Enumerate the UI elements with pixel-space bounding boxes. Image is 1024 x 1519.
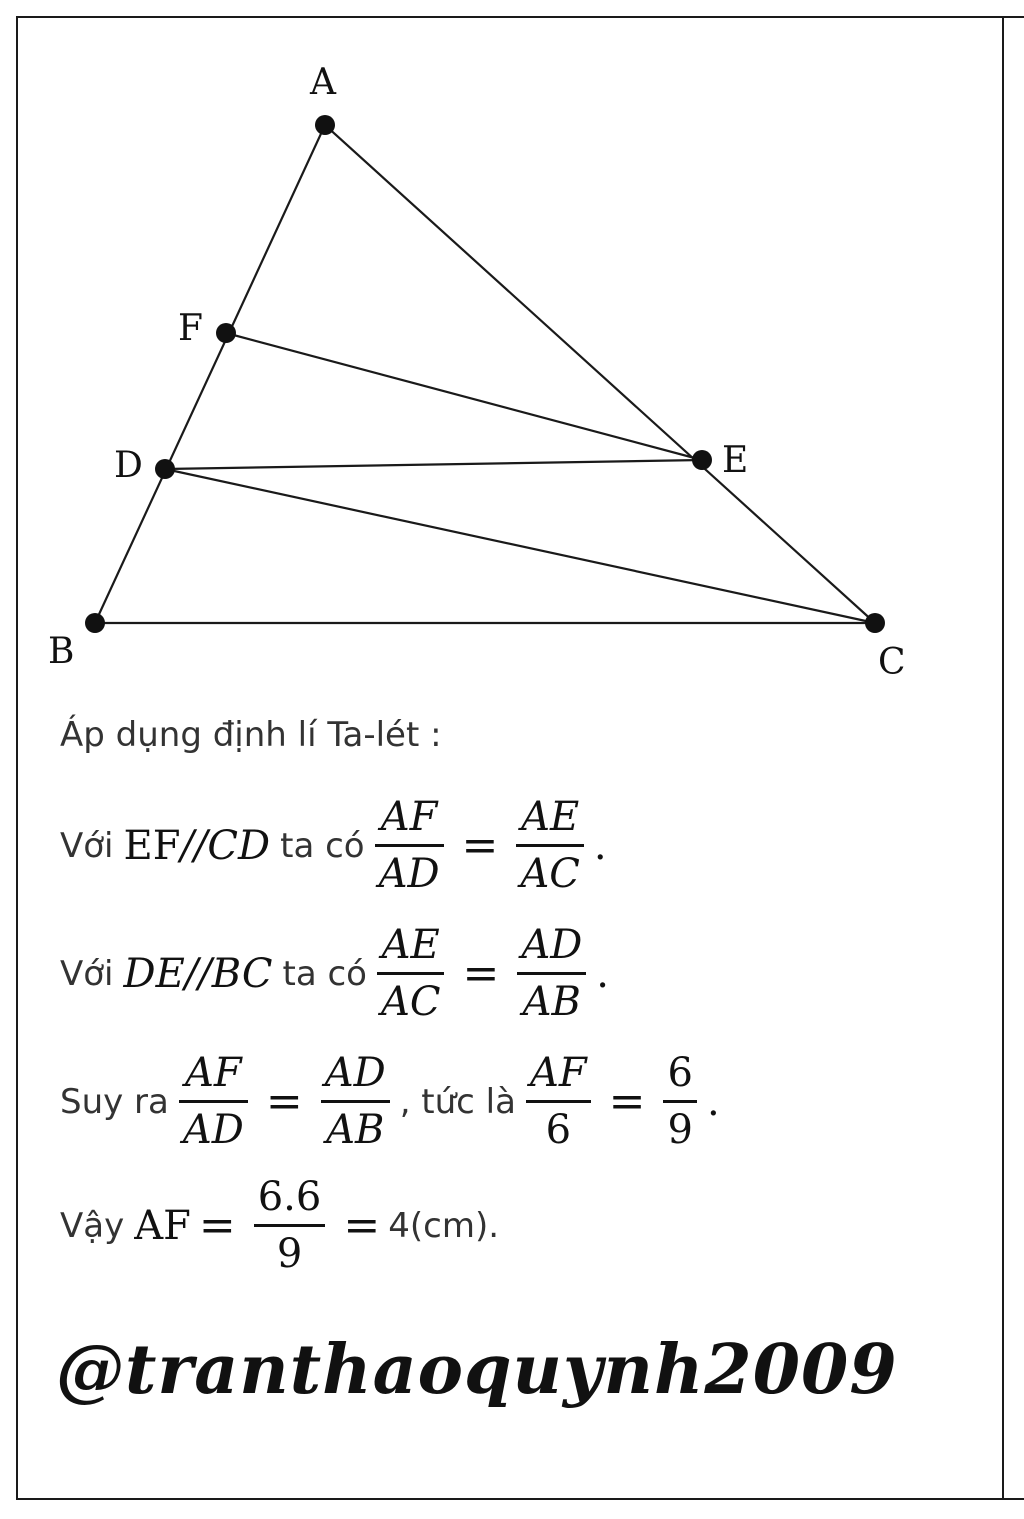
line2-prefix: Với	[60, 953, 114, 994]
line3-equals-2: =	[608, 1076, 646, 1127]
line3-fraction-2	[321, 1046, 390, 1157]
line1-end: .	[593, 822, 607, 869]
line1-fraction-2	[516, 790, 584, 901]
fraction-denominator: AB	[326, 1107, 385, 1153]
fraction-denominator: AD	[378, 851, 440, 897]
point-C	[865, 613, 885, 633]
point-E	[692, 450, 712, 470]
line2-relation: DE//BC	[123, 950, 273, 997]
line4-fraction	[254, 1170, 326, 1281]
point-B	[85, 613, 105, 633]
line3-prefix: Suy ra	[60, 1081, 169, 1122]
line4-lhs: AF	[134, 1202, 191, 1249]
line1-prefix: Với	[60, 825, 114, 866]
fraction-denominator: AC	[520, 851, 580, 897]
line1-mid: ta có	[280, 825, 365, 866]
author-signature: @tranthaoquynh2009	[56, 1330, 898, 1410]
label-D: D	[114, 445, 143, 486]
fraction-denominator: 9	[667, 1107, 693, 1153]
segment-AC	[325, 125, 875, 623]
label-C: C	[878, 642, 906, 683]
solution-line-2	[60, 918, 609, 1029]
solution-line-3	[60, 1046, 720, 1157]
label-F: F	[178, 308, 203, 349]
fraction-numerator: AF	[185, 1050, 242, 1096]
fraction-denominator: AD	[182, 1107, 244, 1153]
line3-end: .	[706, 1078, 720, 1125]
line2-mid: ta có	[282, 953, 367, 994]
point-A	[315, 115, 335, 135]
line4-equals: =	[198, 1200, 236, 1251]
segment-AB	[95, 125, 325, 623]
line2-fraction-2	[517, 918, 586, 1029]
fraction-numerator: AD	[324, 1050, 386, 1096]
line3-fraction-1	[179, 1046, 248, 1157]
segment-DC	[165, 469, 875, 623]
line3-fraction-4	[663, 1046, 696, 1157]
point-F	[216, 323, 236, 343]
line1-equals: =	[461, 820, 499, 871]
point-D	[155, 459, 175, 479]
line2-equals: =	[462, 948, 500, 999]
line3-fraction-3	[526, 1046, 591, 1157]
line1-relation-left: EF	[123, 822, 181, 869]
label-A: A	[310, 62, 336, 103]
line3-mid: , tức là	[399, 1081, 516, 1122]
segment-FE	[226, 333, 702, 460]
line2-end: .	[596, 950, 610, 997]
fraction-numerator: AF	[529, 1050, 587, 1096]
line4-equals-2: =	[343, 1200, 381, 1251]
line1-relation-right: //CD	[180, 822, 271, 869]
fraction-numerator: 6.6	[257, 1174, 322, 1220]
triangle-figure	[0, 0, 1024, 700]
line4-prefix: Vậy	[60, 1205, 125, 1246]
line1-fraction-1	[375, 790, 444, 901]
label-B: B	[48, 631, 75, 672]
solution-line-1	[60, 790, 607, 901]
fraction-denominator: 9	[276, 1231, 303, 1277]
fraction-numerator: 6	[667, 1050, 693, 1096]
fraction-numerator: AE	[521, 794, 580, 840]
label-E: E	[722, 440, 749, 481]
line3-equals: =	[265, 1076, 303, 1127]
line4-result: 4(cm).	[388, 1205, 500, 1246]
fraction-denominator: AC	[380, 979, 441, 1025]
heading-text: Áp dụng định lí Ta-lét :	[60, 715, 442, 755]
solution-heading	[60, 715, 442, 755]
fraction-numerator: AF	[380, 794, 438, 840]
fraction-numerator: AD	[521, 922, 583, 968]
fraction-denominator: AB	[522, 979, 581, 1025]
solution-line-4	[60, 1170, 499, 1281]
segment-DE	[165, 460, 702, 469]
fraction-denominator: 6	[545, 1107, 572, 1153]
line2-fraction-1	[377, 918, 445, 1029]
fraction-numerator: AE	[381, 922, 440, 968]
